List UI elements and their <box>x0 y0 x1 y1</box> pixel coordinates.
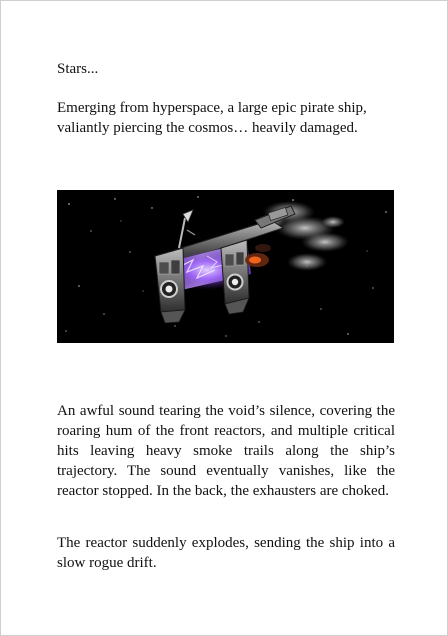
pirate-ship-illustration <box>57 190 394 343</box>
paragraph-explosion: The reactor suddenly explodes, sending the ship into a slow rogue drift. <box>57 535 395 571</box>
pirate-ship-svg <box>57 190 394 343</box>
paragraph-emerging: Emerging from hyperspace, a large epic pirate ship, valiantly piercing the cosmos… heavily damaged. <box>57 100 367 136</box>
paragraph-sound: An awful sound tearing the void’s silence, covering the roaring hum of the front reactors, and multiple critical hits leaving heavy smoke trails along the ship’s trajectory. The sound eventually vanishes, like the reactor stopped. In the back, the exhausters are choked. <box>57 403 395 499</box>
rear-reactor <box>221 240 249 314</box>
paragraph-stars: Stars... <box>57 61 99 77</box>
